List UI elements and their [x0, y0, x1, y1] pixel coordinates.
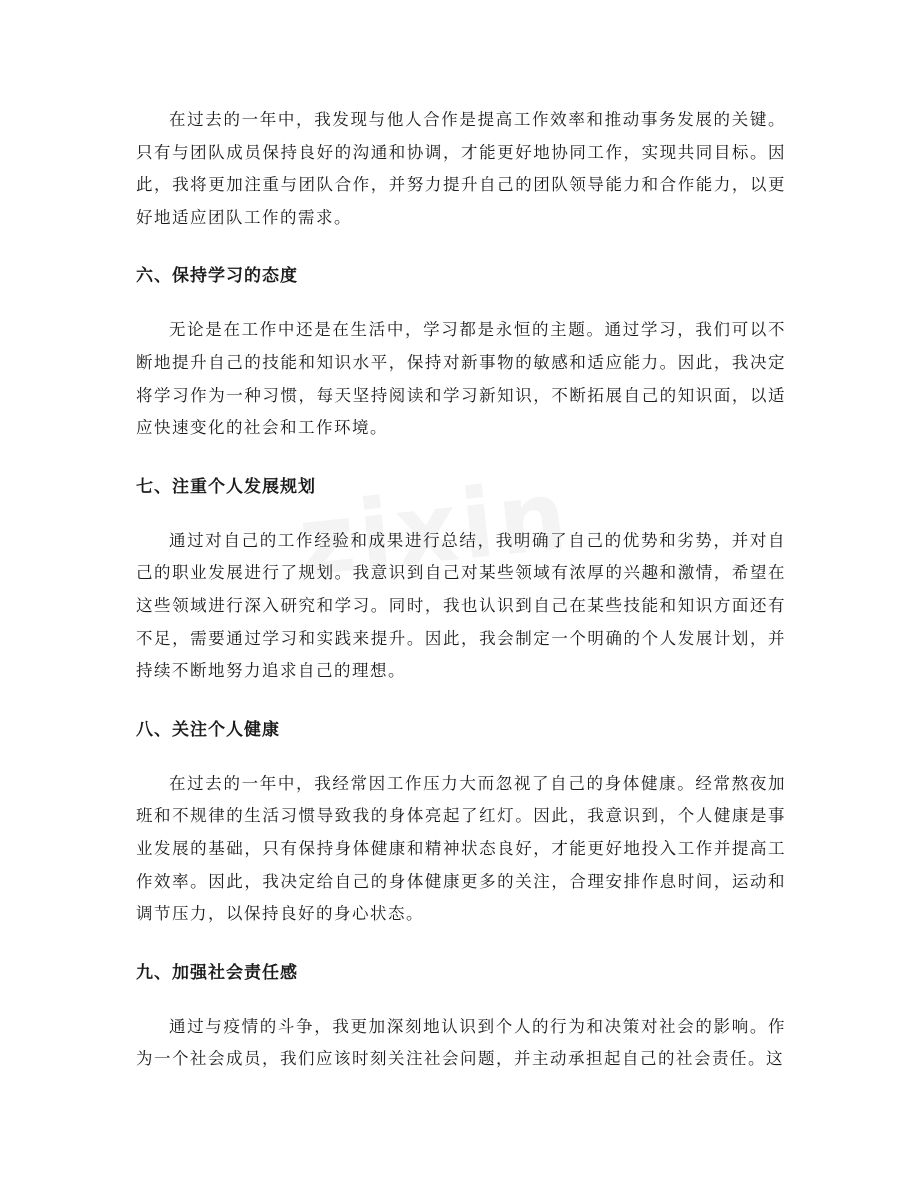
- section-heading-9: 九、加强社会责任感: [136, 962, 298, 983]
- document-body: [136, 104, 786, 1076]
- section-heading-6: 六、保持学习的态度: [136, 266, 298, 287]
- section-heading-8: 八、关注个人健康: [136, 719, 280, 740]
- paragraph-social-responsibility: 通过与疫情的斗争，我更加深刻地认识到个人的行为和决策对社会的影响。作为一个社会成员，我们应该时刻关注社会问题，并主动承担起自己的社会责任。这: [136, 1016, 786, 1069]
- paragraph-health: 在过去的一年中，我经常因工作压力大而忽视了自己的身体健康。经常熬夜加班和不规律的生活习惯导致我的身体亮起了红灯。因此，我意识到，个人健康是事业发展的基础，只有保持身体健康和精神状态良好，才能更好地投入工作并提高工作效率。因此，我决定给自己的身体健康更多的关注，合理安排作息时间，运动和调节压力，以保持良好的身心状态。: [136, 773, 786, 924]
- paragraph-teamwork: 在过去的一年中，我发现与他人合作是提高工作效率和推动事务发展的关键。只有与团队成员保持良好的沟通和协调，才能更好地协同工作，实现共同目标。因此，我将更加注重与团队合作，并努力提升自己的团队领导能力和合作能力，以更好地适应团队工作的需求。: [136, 110, 786, 227]
- section-heading-7: 七、注重个人发展规划: [136, 476, 316, 497]
- paragraph-development: 通过对自己的工作经验和成果进行总结，我明确了自己的优势和劣势，并对自己的职业发展进行了规划。我意识到自己对某些领域有浓厚的兴趣和激情，希望在这些领域进行深入研究和学习。同时，我也认识到自己在某些技能和知识方面还有不足，需要通过学习和实践来提升。因此，我会制定一个明确的个人发展计划，并持续不断地努力追求自己的理想。: [136, 530, 786, 681]
- paragraph-learning: 无论是在工作中还是在生活中，学习都是永恒的主题。通过学习，我们可以不断地提升自己的技能和知识水平，保持对新事物的敏感和适应能力。因此，我决定将学习作为一种习惯，每天坚持阅读和学习新知识，不断拓展自己的知识面，以适应快速变化的社会和工作环境。: [136, 320, 786, 438]
